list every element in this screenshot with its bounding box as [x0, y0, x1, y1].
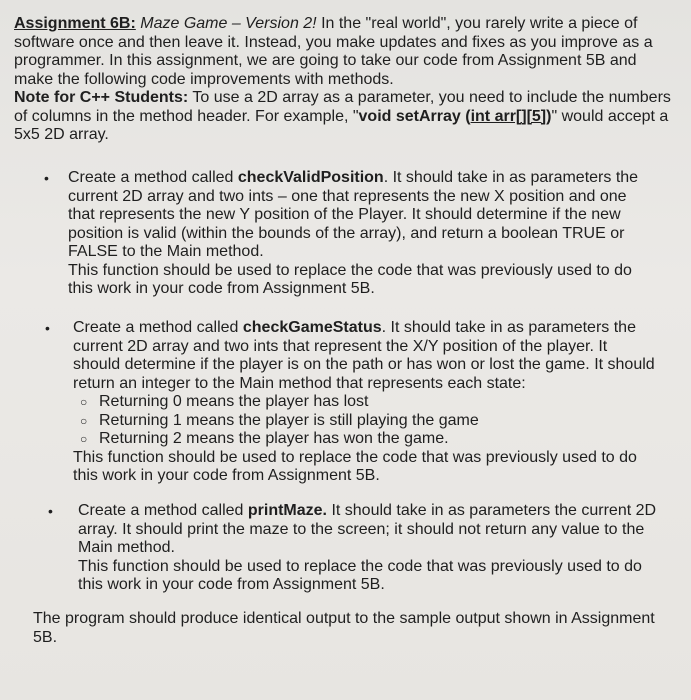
- bullet-text: It should take in as parameters the current 2D array. It should print the maze to the screen; it should not return any value to the Main method.: [78, 502, 657, 556]
- circle-bullet-icon: ○: [80, 395, 88, 409]
- bullet-replace-note: This function should be used to replace the code that was previously used to do this work in your code from Assignment 5B.: [68, 261, 632, 297]
- method-name: checkValidPosition: [237, 169, 384, 186]
- footer-text: The program should produce identical output to the sample output shown in Assignment 5B.: [33, 610, 655, 646]
- list-item: ○ Returning 0 means the player has lost: [80, 393, 369, 410]
- code-param: int arr[][5]: [470, 107, 547, 125]
- bullet-replace-note: This function should be used to replace the code that was previously used to do this work in your code from Assignment 5B.: [78, 557, 642, 593]
- bullet-print-maze: [48, 502, 663, 595]
- bullet-lead: Create a method called: [68, 169, 238, 186]
- bullet-check-valid-position: [44, 169, 653, 299]
- note-tail: " would accept a 5x5 2D array.: [14, 107, 669, 143]
- list-item: ○ Returning 2 means the player has won the game.: [80, 430, 449, 447]
- intro-paragraph: [14, 15, 674, 89]
- bullet-dot-icon: •: [44, 170, 49, 186]
- note-label: Note for C++ Students:: [14, 89, 189, 106]
- method-name: checkGameStatus: [242, 319, 382, 336]
- code-suffix: ): [546, 107, 552, 125]
- method-name: printMaze.: [247, 502, 327, 519]
- assignment-title: Assignment 6B:: [14, 15, 136, 32]
- note-text: To use a 2D array as a parameter, you need to include the numbers of columns in the method header. For example, ": [14, 89, 671, 125]
- bullet-dot-icon: •: [45, 320, 50, 336]
- cpp-note: [14, 89, 674, 145]
- footer-section: [33, 610, 663, 647]
- bullet-dot-icon: •: [48, 503, 53, 519]
- intro-section: [14, 15, 674, 145]
- bullet-lead: Create a method called: [78, 502, 248, 519]
- status-sublist: [73, 393, 658, 449]
- bullet-replace-note: This function should be used to replace the code that was previously used to do this work in your code from Assignment 5B.: [73, 448, 637, 484]
- bullet-lead: Create a method called: [73, 319, 243, 336]
- bullet-text: . It should take in as parameters the current 2D array and two ints – one that represents the new X position and one that represents the new Y position of the Player. It should determine if the new position is valid (within the bounds of the array), and return a boolean TRUE or FALSE to the Main method.: [68, 169, 639, 260]
- bullet-check-game-status: [45, 319, 658, 486]
- assignment-subtitle: Maze Game – Version 2!: [140, 15, 317, 32]
- code-prefix: void setArray (: [358, 107, 471, 125]
- list-item: ○ Returning 1 means the player is still playing the game: [80, 411, 479, 429]
- circle-bullet-icon: ○: [80, 413, 88, 428]
- bullet-text: . It should take in as parameters the current 2D array and two ints that represent the X/Y position of the player. It should determine if the player is on the path or has won or lost the game. It should return an integer to the Main method that represents each state:: [73, 319, 655, 392]
- intro-text: In the "real world", you rarely write a piece of software once and then leave it. Instead, you make updates and fixes as you improve as a programmer. In this assignment, we are going to take our code from Assignment 5B and make the following code improvements with methods.: [14, 15, 653, 88]
- circle-bullet-icon: ○: [80, 432, 88, 446]
